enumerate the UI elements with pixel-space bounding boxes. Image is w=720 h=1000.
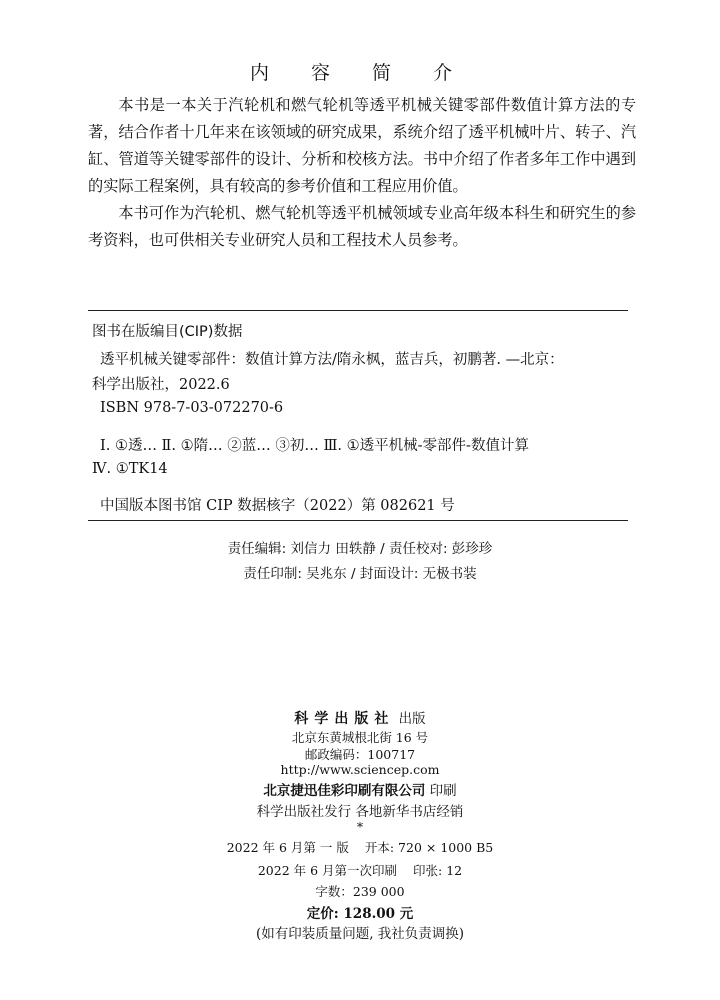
cip-record: 中国版本图书馆 CIP 数据核字（2022）第 082621 号 (100, 498, 455, 514)
edition-date: 2022 年 6 月第 一 版 (226, 840, 349, 855)
cip-classification-1: Ⅰ. ①透… Ⅱ. ①隋… ②蓝… ③初… Ⅲ. ①透平机械-零部件-数值计算 (100, 438, 529, 454)
publisher-name: 科学出版社 (294, 711, 395, 727)
quality-note: (如有印装质量问题, 我社负责调换) (255, 926, 465, 942)
printer-line (0, 779, 720, 799)
cip-classification-2: Ⅳ. ①TK14 (92, 461, 168, 477)
cip-top-rule (88, 310, 628, 311)
publisher-url: http://www.sciencep.com (280, 762, 440, 777)
format-info: 开本: 720 × 1000 B5 (364, 840, 494, 855)
separator-star: * (356, 819, 364, 834)
edition-line (0, 838, 720, 856)
cip-bottom-rule (88, 520, 628, 521)
printer-role: 印刷 (429, 783, 457, 799)
cip-heading: 图书在版编目(CIP)数据 (92, 324, 243, 340)
intro-paragraph-2: 本书可作为汽轮机、燃气轮机等透平机械领域专业高年级本科生和研究生的参考资料，也可供相关专业研究人员和工程技术人员参考。 (88, 204, 636, 249)
intro-paragraph-1: 本书是一本关于汽轮机和燃气轮机等透平机械关键零部件数值计算方法的专著，结合作者十几年来在该领域的研究成果，系统介绍了透平机械叶片、转子、汽缸、管道等关键零部件的设计、分析和校核方法。书中介绍了作者多年工作中遇到的实际工程案例，具有较高的参考价值和工程应用价值。 (88, 96, 636, 195)
publisher-role: 出版 (398, 711, 426, 727)
publisher-line (0, 707, 720, 728)
credits-production: 责任印制: 吴兆东 / 封面设计: 无极书装 (243, 566, 477, 582)
credits-editors: 责任编辑: 刘信力 田轶静 / 责任校对: 彭珍珍 (227, 541, 493, 557)
price: 定价: 128.00 元 (306, 906, 414, 922)
intro-body (88, 92, 636, 254)
publisher-address: 北京东黄城根北街 16 号 (291, 730, 429, 745)
publisher-postcode: 邮政编码：100717 (304, 747, 416, 762)
printer-name: 北京捷迅佳彩印刷有限公司 (263, 783, 426, 799)
cip-title-line-1: 透平机械关键零部件：数值计算方法/隋永枫，蓝吉兵，初鹏著. —北京： (100, 352, 564, 368)
print-date: 2022 年 6 月第一次印刷 (257, 863, 398, 878)
distribution-line: 科学出版社发行 各地新华书店经销 (256, 804, 464, 820)
intro-title: 内 容 简 介 (249, 62, 471, 84)
cip-isbn: ISBN 978-7-03-072270-6 (100, 400, 284, 416)
cip-title-line-2: 科学出版社，2022.6 (92, 377, 230, 393)
word-count: 字数：239 000 (315, 884, 405, 899)
sheets-info: 印张: 12 (413, 863, 463, 878)
print-line (0, 861, 720, 879)
